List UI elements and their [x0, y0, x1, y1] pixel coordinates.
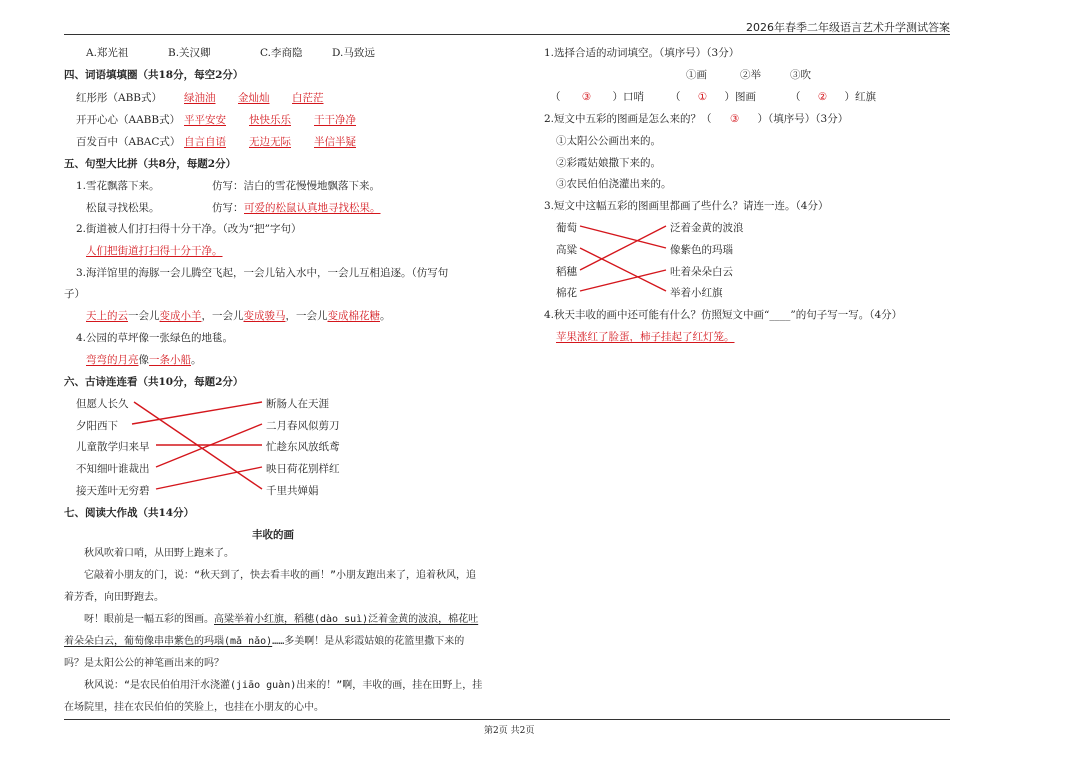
section7-title: 七、阅读大作战（共14分） [64, 507, 195, 519]
s4-row2-ans1: 平平安安 [184, 114, 226, 126]
option-a: A.郑光祖 [86, 47, 129, 59]
r-q3-left-1: 葡萄 [556, 222, 577, 234]
option-d: D.马致远 [332, 47, 375, 59]
r-q4-answer: 苹果涨红了脸蛋，柿子挂起了红灯笼。 [556, 331, 735, 343]
poem-right-1: 断肠人在天涯 [266, 398, 329, 410]
r-q1-answer3: ② [817, 91, 828, 103]
poem-left-3: 儿童散学归来早 [76, 441, 150, 453]
s4-row1-ans1: 绿油油 [184, 92, 216, 104]
s5-q3-end: 。 [380, 310, 391, 322]
s5-q3-text2: 子） [64, 288, 85, 300]
s5-q1-text: 1.雪花飘落下来。 [76, 180, 160, 192]
poem-line-1 [134, 402, 262, 489]
r-q1-opt1: ①画 [686, 69, 707, 81]
s5-q4-end: 。 [191, 354, 202, 366]
r-q1-blank3: （ ② ）红旗 [790, 91, 876, 103]
s4-row3-ans2: 无边无际 [249, 136, 291, 148]
r-q2-answer: ③ [729, 113, 740, 125]
r-q1-word1: 口哨 [623, 91, 644, 103]
r-q1-answer1: ③ [581, 91, 592, 103]
r-q3-left-3: 稻穗 [556, 266, 577, 278]
s5-q3-k2: ，一会儿 [201, 310, 244, 322]
r-q1-blank2: （ ① ）图画 [670, 91, 756, 103]
r-q2-title-b: ）（填序号）（3分） [757, 113, 849, 125]
poem-right-2: 二月春风似剪刀 [266, 420, 340, 432]
section4-title: 四、词语填填圈（共18分，每空2分） [64, 69, 244, 81]
r-q1-answer2: ① [697, 91, 708, 103]
passage-p3-underlined: 高粱举着小红旗，稻穗(dào suì)泛着金黄的波浪，棉花吐着朵朵白云，葡萄像串串紫色的玛瑙(mǎ nǎo) [64, 614, 479, 647]
r-q3-left-2: 高粱 [556, 244, 577, 256]
r-q3-right-3: 吐着朵朵白云 [670, 266, 733, 278]
s5-q3-k1: 一会儿 [128, 310, 160, 322]
r-q3-right-1: 泛着金黄的波浪 [670, 222, 744, 234]
r-q3-right-4: 举着小红旗 [670, 287, 723, 299]
passage-p2: 它敲着小朋友的门，说：“秋天到了，快去看丰收的画！”小朋友跑出来了，追着秋风，追着芳香，向田野跑去。 [64, 570, 477, 603]
s5-q3-answer-line [86, 308, 391, 323]
s5-q2-answer: 人们把街道打扫得十分干净。 [86, 245, 223, 257]
s5-q3-a1: 天上的云 [86, 310, 128, 322]
r-q2-opt3: ③农民伯伯浇灌出来的。 [556, 178, 672, 190]
r-q3-right-2: 像紫色的玛瑙 [670, 244, 733, 256]
passage-p4: 秋风说：“是农民伯伯用汗水浇灌(jiāo guàn)出来的！”啊，丰收的画，挂在田野上，挂在场院里，挂在农民伯伯的笑脸上，也挂在小朋友的心中。 [64, 680, 483, 713]
r-q2-opt2: ②彩霞姑娘撒下来的。 [556, 157, 661, 169]
s5-q1-copy: 仿写：洁白的雪花慢慢地飘落下来。 [212, 180, 380, 192]
s5-q4-a2: 一条小船 [149, 354, 191, 366]
r-q1-title: 1.选择合适的动词填空。（填序号）（3分） [544, 47, 740, 59]
section5-title: 五、句型大比拼（共8分，每题2分） [64, 158, 237, 170]
poem-line-4 [156, 424, 262, 467]
harvest-line-4 [580, 270, 666, 291]
r-q4-title: 4.秋天丰收的画中还可能有什么？仿照短文中画“____”的句子写一写。（4分） [544, 309, 903, 321]
poem-left-1: 但愿人长久 [76, 398, 129, 410]
s4-row3-ans3: 半信半疑 [314, 136, 356, 148]
footer-page: 第2页 共2页 [484, 726, 535, 736]
s4-row1-label: 红彤彤（ABB式） [76, 92, 163, 104]
s5-q3-text: 3.海洋馆里的海豚一会儿腾空飞起，一会儿钻入水中，一会儿互相追逐。（仿写句 [76, 267, 449, 279]
s4-row1-ans2: 金灿灿 [238, 92, 270, 104]
r-q1-opt3: ③吹 [790, 69, 811, 81]
r-q1-word2: 图画 [735, 91, 756, 103]
passage-title: 丰收的画 [252, 529, 294, 541]
passage-body [64, 543, 484, 719]
harvest-line-2 [580, 248, 666, 291]
poem-right-4: 映日荷花别样红 [266, 463, 340, 475]
s5-q1b-text: 松鼠寻找松果。 [86, 202, 160, 214]
poem-left-2: 夕阳西下 [76, 420, 118, 432]
passage-p3-b: ……多美啊！是从彩霞姑娘的花篮里撒下来的吗？是太阳公公的神笔画出来的吗？ [64, 636, 465, 669]
r-q1-blank1: （ ③ ）口哨 [550, 91, 644, 103]
s4-row2-ans3: 干干净净 [314, 114, 356, 126]
s5-q1b-prefix: 仿写： [212, 202, 244, 214]
header-rule [64, 34, 950, 35]
poem-line-5 [156, 467, 262, 489]
s4-row3-label: 百发百中（ABAC式） [76, 136, 181, 148]
s4-row2-label: 开开心心（AABB式） [76, 114, 181, 126]
poem-right-3: 忙趁东风放纸鸢 [266, 441, 340, 453]
r-q2-opt1: ①太阳公公画出来的。 [556, 135, 661, 147]
footer-rule [64, 719, 950, 720]
harvest-line-1 [580, 226, 666, 248]
s5-q1b-answer: 可爱的松鼠认真地寻找松果。 [244, 202, 381, 214]
header-title: 2026年春季二年级语言艺术升学测试答案 [746, 21, 950, 34]
r-q2-title [544, 111, 848, 126]
s5-q2-text: 2.街道被人们打扫得十分干净。（改为“把”字句） [76, 223, 302, 235]
s5-q4-k: 像 [138, 354, 149, 366]
r-q2-title-a: 2.短文中五彩的图画是怎么来的？（ [544, 113, 712, 125]
s5-q3-a4: 变成棉花糖 [327, 310, 380, 322]
poem-left-4: 不知细叶谁裁出 [76, 463, 150, 475]
s5-q3-a3: 变成骏马 [243, 310, 286, 322]
s5-q4-answer-line [86, 352, 202, 367]
poem-left-5: 接天莲叶无穷碧 [76, 485, 150, 497]
s4-row2-ans2: 快快乐乐 [249, 114, 291, 126]
s4-row1-ans3: 白茫茫 [292, 92, 324, 104]
s5-q3-a2: 变成小羊 [159, 310, 202, 322]
r-q1-word3: 红旗 [855, 91, 876, 103]
r-q3-title: 3.短文中这幅五彩的图画里都画了些什么？请连一连。（4分） [544, 200, 829, 212]
r-q1-opt2: ②举 [740, 69, 761, 81]
option-c: C.李商隐 [260, 47, 303, 59]
s5-q4-a1: 弯弯的月亮 [86, 354, 139, 366]
passage-p1: 秋风吹着口哨，从田野上跑来了。 [84, 548, 234, 559]
passage-p3 [64, 609, 484, 675]
poem-right-5: 千里共婵娟 [266, 485, 319, 497]
option-b: B.关汉卿 [168, 47, 211, 59]
r-q3-left-4: 棉花 [556, 287, 577, 299]
passage-p3-a: 呀！眼前是一幅五彩的图画。 [84, 614, 214, 625]
harvest-line-3 [580, 226, 666, 270]
s4-row3-ans1: 自言自语 [184, 136, 226, 148]
poem-line-2 [132, 402, 262, 424]
s5-q3-k3: ，一会儿 [285, 310, 328, 322]
section6-title: 六、古诗连连看（共10分，每题2分） [64, 376, 244, 388]
s5-q4-text: 4.公园的草坪像一张绿色的地毯。 [76, 332, 234, 344]
